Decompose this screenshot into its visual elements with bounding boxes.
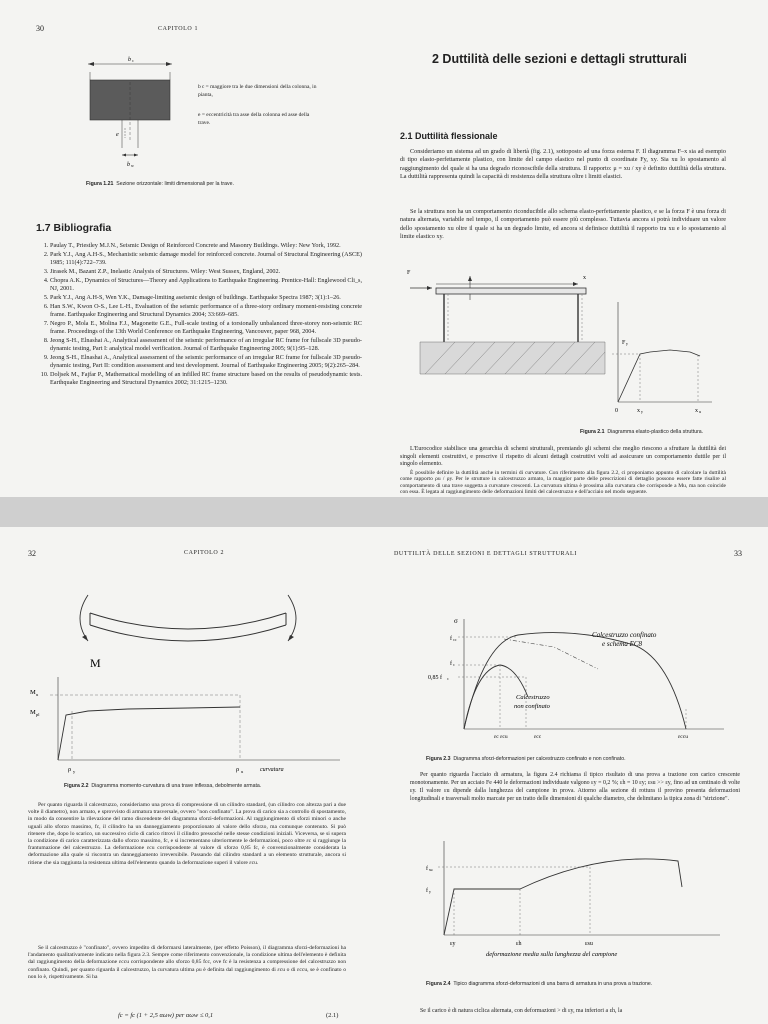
reference-item: 4. Chopra A.K., Dynamics of Structures—Theory and Applications to Earthquake Engineering. Prentice-Hall: Englewood Cli_s, NJ, 2001. (50, 277, 362, 294)
label-rho-u: ρ (236, 766, 240, 773)
paragraph-2: Se il carico è di natura ciclica alternata, con deformazioni > di εy, ma inferiori a εh, la (420, 1008, 623, 1014)
figure-2-3-caption (426, 756, 626, 762)
label-ec-ecu: εc εcu (494, 734, 508, 740)
label-ey: εy (450, 941, 456, 947)
label-xu: x (695, 408, 698, 414)
page-number: 30 (36, 24, 44, 33)
figure-label: Figura 1.21 (86, 181, 114, 187)
page-32 (0, 527, 384, 1024)
legend-bc: b c = maggiore tra le due dimensioni della colonna, in pianta, (198, 84, 317, 98)
label-Fy: F (622, 340, 626, 346)
label-xy-sub: y (641, 409, 643, 414)
figure-1-21-drawing (80, 52, 190, 170)
figure-2-4-drawing (410, 827, 730, 959)
label-ecc: εcc (534, 734, 542, 740)
reference-item: 5. Park Y.J., Ang A.H-S, Wen Y.K., Damage-limiting aseismic design of buildings. Earthquake Spectra 1987; 3(1):1–26. (50, 294, 362, 302)
label-eh: εh (516, 941, 522, 947)
label-eccu: εccu (678, 734, 688, 740)
label-fy-sub: y (429, 889, 431, 894)
page-33 (384, 527, 768, 1024)
label-fy: f (426, 888, 428, 894)
reference-item: 1. Paulay T., Priestley M.J.N., Seismic Design of Reinforced Concrete and Masonry Buildings. Wiley: New York, 1992. (50, 242, 362, 250)
reference-item: 6. Han S.W., Kwon O-S., Lee L-H., Evaluation of the seismic performance of a three-story ordinary moment-resisting concrete frame. Earthquake Engineering and Structural Dynamics 2004; 33:669–685. (50, 303, 362, 320)
reference-item: 7. Negro P., Mola E., Molina F.J., Magonette G.E., Full-scale testing of a torsionally unbalanced three-storey non-seismic RC frame. Proceedings of the 13th World Conference on Earthquake Engineering, Vancouver, paper 968, 2004. (50, 320, 362, 337)
reference-item: 2. Park Y.J., Ang A.H-S., Mechanistic seismic damage model for reinforced concrete. Journal of Structural Engineering (ASCE) 1985; 111(4):722–739. (50, 251, 362, 268)
figure-2-4-caption (426, 981, 676, 988)
page-30 (0, 0, 384, 497)
label-confinato: Calcestruzzo confinato (592, 631, 657, 639)
label-curvatura: curvatura (260, 767, 284, 773)
figure-1-21-caption (86, 181, 234, 187)
label-bc: b (128, 57, 131, 63)
label-bc-sub: c (132, 58, 134, 63)
paragraph-1: Per quanto riguarda il calcestruzzo, consideriamo una prova di compressione di un cilindro standard, (un cilindro con altezza pari a due volte il diametro), non armato, e sprovvisto di armatura trasversale, ovvero "non confinato". La prova di carico sia a controllo di spostamento, in modo da consentire la rilevazione del ramo discendente del diagramma sforzi-deformazioni. Al raggiungimento di sforzi minori o anche uguali allo sforzo massimo, fc, il cilindro ha un danneggiamento proporzionato al valore dello sforzo, ma comunque contenuto. Si può ritenere che, dopo lo scarico, un successivo ciclo di carico ritrovi il cilindro pressoché nelle stesse condizioni iniziali. Viceversa, se si supera la condizione di carico caratterizzata dallo sforzo massimo, fc, e si incrementano ulteriormente le deformazioni, poco oltre εc si raggiunge la frantumazione del calcestruzzo. La deformazione εcu corrispondente al valore di sforzo 0,85 fc, è convenzionalmente considerata la deformazione alla quale si riscontra un danneggiamento irreversibile. Passando dal cilindro standard a un elemento strutturale, ancora si ritiene che sia raggiunta la resistenza ultima dell'elemento quando la deformazione superi il valore εcu. (28, 802, 346, 866)
reference-item: 10. Doljsek M., Fajfar P., Mathematical modelling of an infilled RC frame structure based on the results of pseudodynamic tests. Earthquake Engineering and Structural Dynamics 2002; 31:1215–1230. (50, 371, 362, 388)
label-F: F (407, 270, 411, 276)
label-fc: f (450, 661, 452, 667)
figure-text: Tipico diagramma sforzi-deformazioni di una barra di armatura in una prova a trazione. (453, 981, 653, 987)
page-number: 33 (734, 549, 742, 558)
reference-list (36, 242, 362, 388)
label-e: e (116, 132, 119, 138)
label-rho-y-sub: y (73, 769, 76, 774)
page-31 (384, 0, 768, 497)
paragraph-1: Consideriamo un sistema ad un grado di libertà (fig. 2.1), sottoposto ad una forza esterna F. Il diagramma F–x sia ad esempio di tipo elasto-perfettamente plastico, con limite del campo elastico nel punto di coordinate Fy, xy. Sia xu lo spostamento al raggiungimento del quale si ha una degrado riconoscibile della struttura. Il rapporto: μ = xu / xy è definito duttilità della struttura. La duttilità rappresenta quindi la capacità di resistenza della struttura oltre i limiti elastici. (400, 148, 726, 181)
section-title: 1.7 Bibliografia (36, 222, 112, 234)
label-rho-u-sub: u (241, 769, 244, 774)
label-esu: εsu (585, 941, 593, 947)
reference-item: 9. Jeong S-H., Elnashai A., Analytical assessment of the seismic performance of an irregular RC frame for fullscale 3D pseudo-dynamic testing, Part II: condition assessment and test development. Journal of Earthquake Engineering 2005; 9(2):265–284. (50, 354, 362, 371)
label-fcc: f (450, 636, 452, 642)
chapter-title: 2 Duttilità delle sezioni e dettagli strutturali (432, 52, 687, 66)
figure-2-2-drawing (28, 585, 348, 775)
figure-2-1-caption (580, 429, 703, 435)
figure-text: Diagramma sforzi-deformazioni per calcestruzzo confinato e non confinato. (453, 756, 626, 762)
label-fsu: f (426, 866, 428, 872)
figure-text: Sezione orizzontale: limiti dimensionali per la trave. (116, 181, 234, 187)
running-head: CAPITOLO 1 (158, 26, 199, 32)
figure-2-1-drawing (400, 262, 730, 422)
reference-item: 3. Jirasek M., Bazant Z.P., Inelastic Analysis of Structures. Wiley: West Sussex, England, 2002. (50, 268, 362, 276)
figure-text: Diagramma elasto-plastico della struttura. (607, 429, 704, 435)
paragraph-2: Se il calcestruzzo è "confinato", ovvero impedito di deformarsi lateralmente, (per effetto Poisson), il diagramma sforzi-deformazioni ha l'andamento qualitativamente indicato nella figura 2.3. Sempre come riferimento convenzionale, la condizione ultima dell'elemento è definita dal raggiungimento della deformazione εccu corrispondente allo sforzo 0,85 fcc, ove fc è la resistenza a compressione del calcestruzzo non confinato. Quindi, per quanto riguarda il calcestruzzo, la curvatura ultima ρu è definita dal raggiungimento di εcu o di εccu, se è confinato o non lo è, rispettivamente. Si ha (28, 945, 346, 980)
label-085fc: 0,85 f (428, 675, 442, 681)
figure-2-2-caption (64, 783, 261, 789)
equation-2-1: fc = fc (1 + 2,5 αωw) per αωw ≤ 0,1 (118, 1012, 214, 1019)
paragraph-3: L'Eurocodice stabilisce una gerarchia di schemi strutturali, premiando gli schemi che meglio riescono a sfruttare la duttilità dei singoli elementi costruttivi, e prescrive il rispetto di alcuni dettagli costruttivi volti ad assicurare un comportamento duttile per il singolo elemento. (400, 446, 726, 468)
page-number: 32 (28, 549, 36, 558)
label-calcestruzzo: Calcestruzzo (516, 694, 550, 701)
label-rho-y: ρ (68, 766, 72, 773)
running-head: CAPITOLO 2 (184, 550, 225, 556)
reference-item: 8. Jeong S-H., Elnashai A., Analytical assessment of the seismic performance of an irregular RC frame for fullscale 3D pseudo-dynamic testing, Part I: analytical model verification. Journal of Earthquake Engineering 2005; 9(1):95–128. (50, 337, 362, 354)
label-085fc-sub: c (447, 676, 449, 681)
label-sigma: σ (454, 617, 458, 625)
paragraph-2: Se la struttura non ha un comportamento riconducibile allo schema elasto-perfettamente plastico, e se la forza F è una forza di natura alternata, variabile nel tempo, il comportamento può essere più complesso. Tuttavia ancora si potrà individuare un valore dello spostamento xu oltre il quale si ha un degrado limite, ed ancora si definisce duttilità il rapporto tra xu e lo spostamento al limite elastico xy. (400, 208, 726, 241)
label-xu-sub: u (699, 409, 701, 414)
paragraph-4: È possibile definire la duttilità anche in termini di curvature. Con riferimento alla figura 2.2, ci proponiamo appunto di calcolare la duttilità come rapporto ρu / ρy. Per le strutture in calcestruzzo armato, la maggior parte delle prescrizioni di dettaglio possono essere fatte risalire al comportamento di una trave soggetta a curvature crescenti. La curvatura ultima è prossima alla curvatura che corrisponde a Mu, ma non coincide con essa. È legata al raggiungimento delle deformazioni limiti del calcestruzzo e dell'acciaio nel modo seguente. (400, 470, 726, 496)
label-xy: x (637, 408, 640, 414)
label-fcc-sub: cc (453, 637, 457, 642)
label-Fy-sub: y (626, 341, 628, 346)
figure-label: Figura 2.2 (64, 783, 89, 789)
label-bw: b (127, 162, 130, 168)
paragraph-1: Per quanto riguarda l'acciaio di armatura, la figura 2.4 richiama il tipico risultato di una prova a trazione con carico crescente monotonamente. Per un acciaio Fe 440 le deformazioni individuate valgono εy = 0,2 %; εh = 10 εy; εsu >> εy, fino ad un centinaio di volte εy. Il valore εu dipende dalla lunghezza del campione in prova. Attorno alla sezione di rottura il provino presenta deformazioni longitudinali e trasversali molto marcate per un tratto delle dimensioni di qualche diametro, che delimitano la tipica zona di "strizione". (410, 772, 740, 802)
label-x: x (583, 275, 586, 281)
label-Mu-sub: u (36, 692, 39, 697)
label-deformazione-media: deformazione media sulla lunghezza del campione (486, 951, 618, 958)
figure-label: Figura 2.4 (426, 981, 451, 987)
equation-number: (2.1) (326, 1012, 339, 1019)
figure-2-3-drawing (424, 579, 734, 741)
label-bw-sub: w (131, 163, 134, 168)
label-non-confinato: non confinato (514, 703, 550, 710)
section-title: 2.1 Duttilità flessionale (400, 131, 498, 141)
label-0: 0 (615, 408, 618, 414)
label-Mpl-sub: pl (36, 712, 40, 717)
legend-e: e = eccentricità tra asse della colonna ed asse della trave. (198, 112, 310, 126)
label-schema-ec8: e schema EC8 (602, 640, 643, 648)
label-fsu-sub: su (429, 867, 433, 872)
label-M: M (90, 656, 101, 670)
label-Mu: M (30, 689, 36, 696)
label-fc-sub: c (453, 662, 455, 667)
figure-text: Diagramma momento-curvatura di una trave inflessa, debolmente armata. (91, 783, 262, 789)
figure-label: Figura 2.1 (580, 429, 605, 435)
running-head: DUTTILITÀ DELLE SEZIONI E DETTAGLI STRUTTURALI (394, 551, 577, 557)
label-Mpl: M (30, 709, 36, 716)
figure-label: Figura 2.3 (426, 756, 451, 762)
